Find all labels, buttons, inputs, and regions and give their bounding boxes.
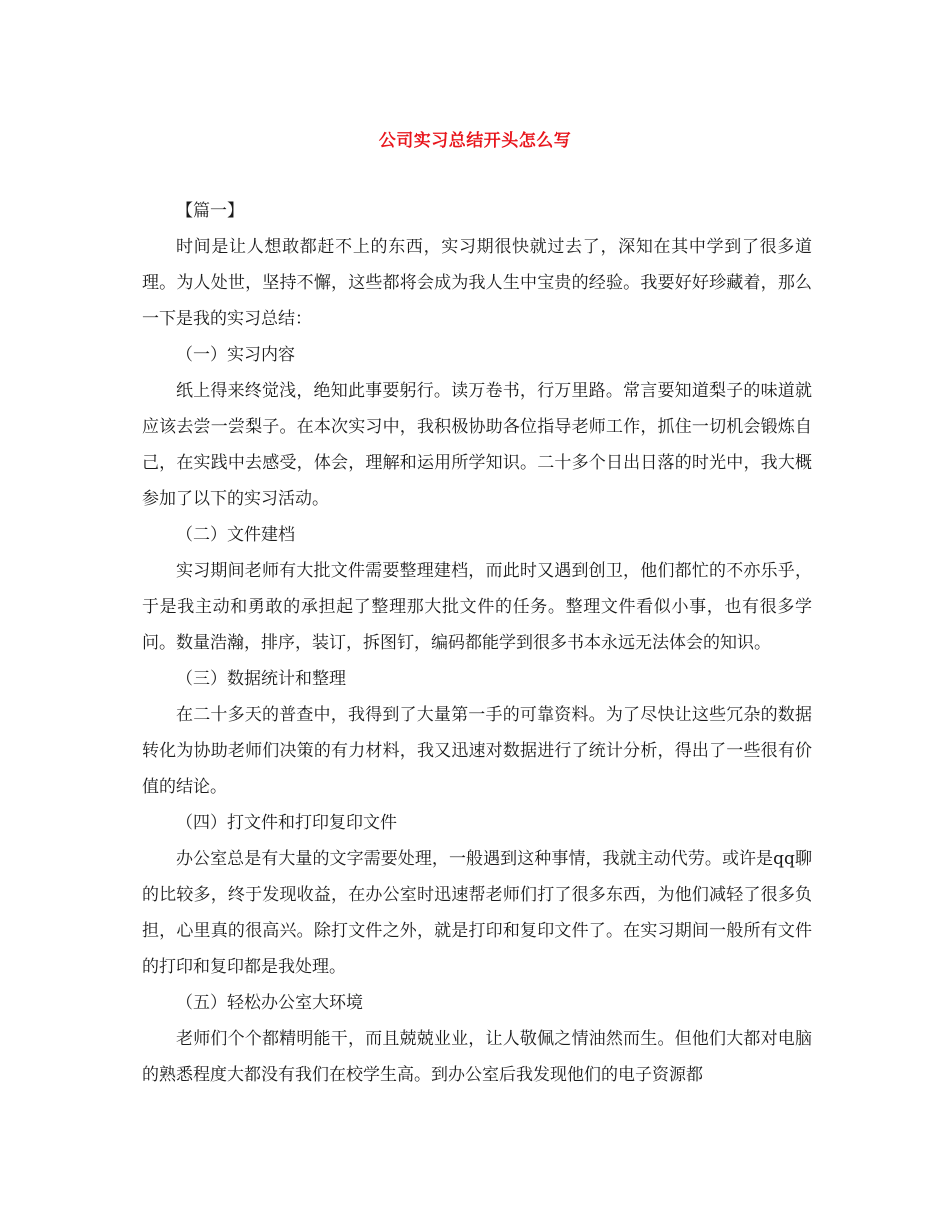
section-paragraph-4: 办公室总是有大量的文字需要处理，一般遇到这种事情，我就主动代劳。或许是qq聊的比较多，终于发现收益，在办公室时迅速帮老师们打了很多东西，为他们减轻了很多负担，心里真的很高兴。除打文件之外，就是打印和复印文件了。在实习期间一般所有文件的打印和复印都是我处理。 bbox=[142, 849, 812, 977]
section-paragraph-2: 实习期间老师有大批文件需要整理建档，而此时又遇到创卫，他们都忙的不亦乐乎，于是我主动和勇敢的承担起了整理那大批文件的任务。整理文件看似小事，也有很多学问。数量浩瀚，排序，装订，拆图钉，编码都能学到很多书本永远无法体会的知识。 bbox=[142, 561, 812, 653]
section-paragraph-3: 在二十多天的普查中，我得到了大量第一手的可靠资料。为了尽快让这些冗杂的数据转化为协助老师们决策的有力材料，我又迅速对数据进行了统计分析，得出了一些很有价值的结论。 bbox=[142, 705, 812, 797]
document-body bbox=[142, 193, 812, 1093]
intro-paragraph: 时间是让人想敢都赶不上的东西，实习期很快就过去了，深知在其中学到了很多道理。为人处世，坚持不懈，这些都将会成为我人生中宝贵的经验。我要好好珍藏着，那么一下是我的实习总结： bbox=[142, 237, 812, 329]
document-title: 公司实习总结开头怎么写 bbox=[378, 131, 572, 151]
section-heading-3: （三）数据统计和整理 bbox=[176, 669, 346, 689]
section-heading-4: （四）打文件和打印复印文件 bbox=[176, 813, 397, 833]
section-paragraph-1: 纸上得来终觉浅，绝知此事要躬行。读万卷书，行万里路。常言要知道梨子的味道就应该去尝一尝梨子。在本次实习中，我积极协助各位指导老师工作，抓住一切机会锻炼自己，在实践中去感受，体会，理解和运用所学知识。二十多个日出日落的时光中，我大概参加了以下的实习活动。 bbox=[142, 381, 812, 509]
section-heading-2: （二）文件建档 bbox=[176, 525, 295, 545]
section-heading-1: （一）实习内容 bbox=[176, 345, 295, 365]
section-paragraph-5: 老师们个个都精明能干，而且兢兢业业，让人敬佩之情油然而生。但他们大都对电脑的熟悉程度大都没有我们在校学生高。到办公室后我发现他们的电子资源都 bbox=[142, 1029, 812, 1085]
section-heading-5: （五）轻松办公室大环境 bbox=[176, 993, 363, 1013]
section-label: 【篇一】 bbox=[176, 201, 244, 221]
